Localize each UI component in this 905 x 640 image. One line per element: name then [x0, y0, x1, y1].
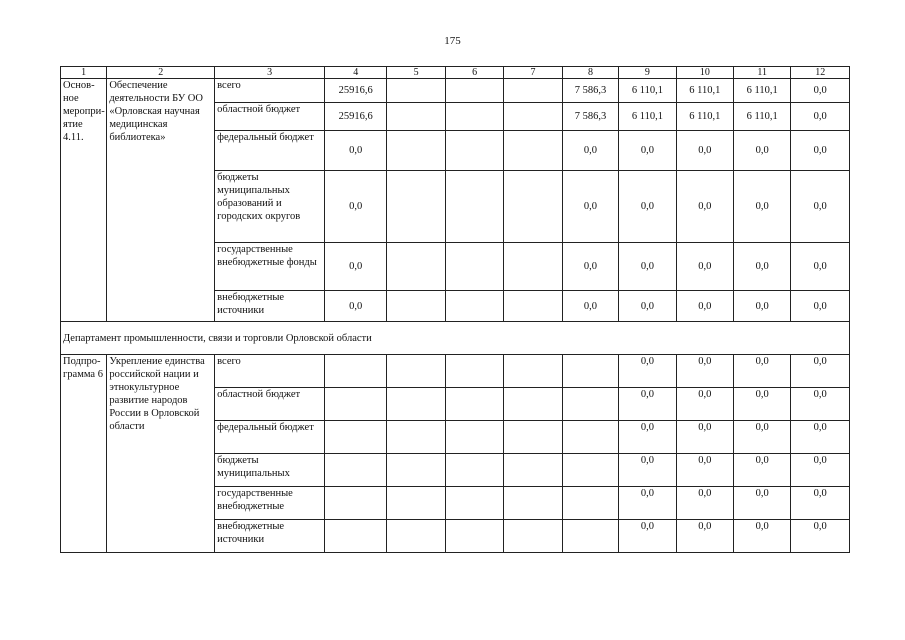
amount-cell — [504, 291, 562, 322]
amount-cell: 0,0 — [734, 131, 791, 171]
column-number: 8 — [562, 67, 618, 79]
amount-cell: 0,0 — [619, 388, 676, 421]
amount-cell: 6 110,1 — [676, 79, 733, 103]
amount-cell: 0,0 — [791, 421, 850, 454]
funding-source-cell: всего — [215, 355, 325, 388]
amount-cell — [387, 79, 445, 103]
amount-cell: 0,0 — [791, 79, 850, 103]
amount-cell — [387, 520, 445, 553]
amount-cell — [445, 520, 503, 553]
funding-source-cell: внебюджетные источники — [215, 520, 325, 553]
amount-cell: 6 110,1 — [734, 79, 791, 103]
amount-cell: 0,0 — [734, 388, 791, 421]
amount-cell: 0,0 — [791, 243, 850, 291]
amount-cell — [387, 487, 445, 520]
column-number: 2 — [107, 67, 215, 79]
amount-cell: 0,0 — [791, 487, 850, 520]
amount-cell: 0,0 — [791, 171, 850, 243]
column-number: 10 — [676, 67, 733, 79]
amount-cell: 25916,6 — [324, 103, 386, 131]
column-number: 7 — [504, 67, 562, 79]
column-number: 6 — [445, 67, 503, 79]
column-number: 3 — [215, 67, 325, 79]
amount-cell: 0,0 — [676, 131, 733, 171]
funding-source-cell: внебюджетные источники — [215, 291, 325, 322]
amount-cell — [445, 421, 503, 454]
department-cell: Департамент промышленности, связи и торговли Орловской области — [61, 322, 850, 355]
amount-cell: 0,0 — [676, 487, 733, 520]
amount-cell — [387, 388, 445, 421]
amount-cell — [504, 171, 562, 243]
column-number-row — [61, 67, 850, 79]
amount-cell: 0,0 — [791, 103, 850, 131]
amount-cell: 0,0 — [734, 171, 791, 243]
amount-cell: 0,0 — [791, 291, 850, 322]
column-number: 12 — [791, 67, 850, 79]
column-number: 5 — [387, 67, 445, 79]
amount-cell: 0,0 — [676, 243, 733, 291]
amount-cell — [562, 355, 618, 388]
table-row — [61, 79, 850, 103]
amount-cell: 0,0 — [562, 243, 618, 291]
amount-cell: 0,0 — [676, 454, 733, 487]
amount-cell: 0,0 — [619, 454, 676, 487]
amount-cell — [445, 487, 503, 520]
amount-cell: 6 110,1 — [676, 103, 733, 131]
amount-cell — [387, 171, 445, 243]
funding-source-cell: областной бюджет — [215, 103, 325, 131]
table-row — [61, 355, 850, 388]
amount-cell: 0,0 — [619, 487, 676, 520]
amount-cell — [387, 355, 445, 388]
amount-cell: 0,0 — [734, 520, 791, 553]
amount-cell: 0,0 — [676, 388, 733, 421]
amount-cell: 0,0 — [619, 520, 676, 553]
amount-cell — [387, 243, 445, 291]
amount-cell: 0,0 — [676, 291, 733, 322]
amount-cell: 0,0 — [791, 388, 850, 421]
amount-cell — [445, 291, 503, 322]
amount-cell — [504, 454, 562, 487]
amount-cell: 0,0 — [791, 131, 850, 171]
page-number: 175 — [444, 35, 461, 47]
amount-cell: 0,0 — [734, 454, 791, 487]
amount-cell: 0,0 — [619, 421, 676, 454]
amount-cell — [387, 421, 445, 454]
amount-cell — [504, 421, 562, 454]
funding-source-cell: федеральный бюджет — [215, 131, 325, 171]
amount-cell — [324, 421, 386, 454]
amount-cell — [324, 487, 386, 520]
amount-cell — [504, 487, 562, 520]
amount-cell — [562, 454, 618, 487]
amount-cell — [562, 421, 618, 454]
amount-cell — [445, 355, 503, 388]
amount-cell: 0,0 — [619, 131, 676, 171]
amount-cell: 0,0 — [791, 355, 850, 388]
amount-cell: 6 110,1 — [619, 79, 676, 103]
amount-cell — [445, 388, 503, 421]
amount-cell: 0,0 — [676, 520, 733, 553]
amount-cell — [387, 291, 445, 322]
amount-cell — [324, 454, 386, 487]
amount-cell — [504, 243, 562, 291]
funding-source-cell: бюджеты муниципальных образований и городских округов — [215, 171, 325, 243]
table-body — [61, 67, 850, 553]
amount-cell — [504, 388, 562, 421]
amount-cell: 0,0 — [734, 355, 791, 388]
amount-cell — [324, 388, 386, 421]
amount-cell: 0,0 — [562, 171, 618, 243]
amount-cell: 0,0 — [734, 291, 791, 322]
amount-cell — [324, 520, 386, 553]
column-number: 11 — [734, 67, 791, 79]
amount-cell — [324, 355, 386, 388]
amount-cell — [445, 79, 503, 103]
funding-source-cell: всего — [215, 79, 325, 103]
funding-source-cell: государственные внебюджетные — [215, 487, 325, 520]
amount-cell — [504, 520, 562, 553]
program-code-cell: Подпро-грамма 6 — [61, 355, 107, 553]
amount-cell: 0,0 — [324, 243, 386, 291]
amount-cell: 0,0 — [324, 291, 386, 322]
amount-cell: 0,0 — [619, 171, 676, 243]
budget-table — [60, 66, 850, 553]
amount-cell: 0,0 — [676, 421, 733, 454]
funding-source-cell: федеральный бюджет — [215, 421, 325, 454]
amount-cell: 0,0 — [562, 291, 618, 322]
funding-source-cell: бюджеты муниципальных — [215, 454, 325, 487]
amount-cell — [504, 131, 562, 171]
amount-cell: 7 586,3 — [562, 79, 618, 103]
amount-cell — [387, 103, 445, 131]
amount-cell: 6 110,1 — [734, 103, 791, 131]
amount-cell: 0,0 — [562, 131, 618, 171]
amount-cell: 0,0 — [676, 171, 733, 243]
amount-cell — [504, 79, 562, 103]
program-code-cell: Основ-ное меропри-ятие 4.11. — [61, 79, 107, 322]
amount-cell: 0,0 — [734, 421, 791, 454]
program-name-cell: Укрепление единства российской нации и этнокультурное развитие народов России в Орловской области — [107, 355, 215, 553]
amount-cell: 7 586,3 — [562, 103, 618, 131]
amount-cell — [562, 520, 618, 553]
amount-cell — [562, 487, 618, 520]
amount-cell — [504, 355, 562, 388]
amount-cell — [562, 388, 618, 421]
column-number: 1 — [61, 67, 107, 79]
program-name-cell: Обеспечение деятельности БУ ОО «Орловская научная медицинская библиотека» — [107, 79, 215, 322]
amount-cell — [445, 103, 503, 131]
amount-cell: 0,0 — [619, 243, 676, 291]
amount-cell: 0,0 — [734, 243, 791, 291]
amount-cell — [445, 243, 503, 291]
amount-cell: 0,0 — [619, 355, 676, 388]
column-number: 9 — [619, 67, 676, 79]
amount-cell: 0,0 — [324, 131, 386, 171]
amount-cell: 0,0 — [619, 291, 676, 322]
column-number: 4 — [324, 67, 386, 79]
amount-cell: 0,0 — [791, 520, 850, 553]
amount-cell: 0,0 — [791, 454, 850, 487]
amount-cell — [387, 454, 445, 487]
amount-cell: 25916,6 — [324, 79, 386, 103]
amount-cell: 0,0 — [676, 355, 733, 388]
amount-cell — [445, 171, 503, 243]
amount-cell: 6 110,1 — [619, 103, 676, 131]
funding-source-cell: государственные внебюджетные фонды — [215, 243, 325, 291]
funding-source-cell: областной бюджет — [215, 388, 325, 421]
amount-cell: 0,0 — [324, 171, 386, 243]
amount-cell — [445, 454, 503, 487]
amount-cell: 0,0 — [734, 487, 791, 520]
amount-cell — [387, 131, 445, 171]
amount-cell — [445, 131, 503, 171]
amount-cell — [504, 103, 562, 131]
department-row — [61, 322, 850, 355]
